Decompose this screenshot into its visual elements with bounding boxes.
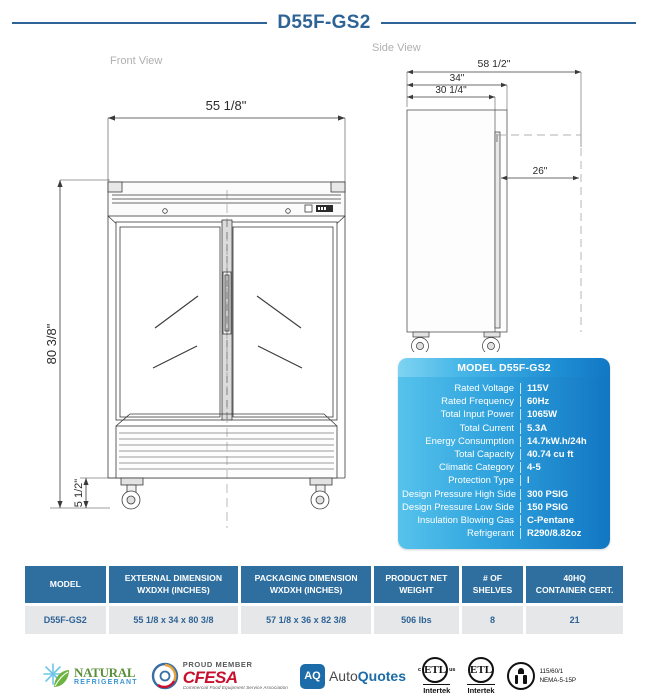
side-cabinet-depth-dimension: 34"	[449, 73, 465, 84]
side-inner-depth-dimension: 30 1/4"	[435, 85, 467, 96]
spec-value: R290/8.82oz	[520, 528, 602, 539]
side-overall-depth-dimension: 58 1/2"	[477, 58, 511, 70]
spec-label: Total Current	[459, 422, 514, 434]
nema-text	[540, 667, 576, 686]
title-rule-left	[12, 22, 267, 24]
spec-row	[402, 528, 602, 541]
cell-external-dimension: 55 1/8 x 34 x 80 3/8	[109, 606, 239, 634]
front-width-dimension: 55 1/8"	[205, 98, 247, 113]
cfesa-name: CFESA	[182, 667, 238, 687]
spec-row	[402, 489, 602, 502]
spec-row	[402, 436, 602, 449]
spec-label: Total Input Power	[440, 409, 514, 421]
certification-logos-footer	[0, 652, 648, 700]
column-header-packaging-dimension	[241, 566, 371, 603]
spec-panel-body	[398, 377, 610, 549]
side-door-swing-dimension: 26"	[532, 166, 548, 177]
spec-value: 5.3A	[520, 423, 602, 434]
table-header-row	[25, 566, 623, 603]
spec-label: Design Pressure Low Side	[402, 501, 514, 513]
header-line: CONTAINER CERT.	[535, 584, 614, 595]
header-line: # OF	[482, 573, 503, 583]
plug-pin-right	[523, 675, 527, 684]
cfesa-proud-member: PROUD MEMBER	[182, 659, 253, 669]
spec-value: 4-5	[520, 462, 602, 473]
etl-us-prefix: c	[418, 667, 422, 673]
power-plug-icon	[507, 662, 535, 690]
header-line: EXTERNAL DIMENSION	[124, 573, 223, 583]
etl-us-suffix: us	[449, 667, 456, 673]
spec-row	[402, 449, 602, 462]
spec-row	[402, 423, 602, 436]
etl-us-mark-icon: ETL	[422, 657, 448, 683]
spec-row	[402, 462, 602, 475]
autoquotes-logo	[300, 664, 406, 689]
spec-row	[402, 409, 602, 422]
column-header-model	[25, 566, 106, 603]
table-row	[25, 606, 623, 634]
side-view-label: Side View	[372, 42, 421, 54]
spec-label: Refrigerant	[467, 528, 514, 540]
cell-packaging-dimension: 57 1/8 x 36 x 82 3/8	[241, 606, 371, 634]
header-line: WEIGHT	[399, 584, 434, 595]
specification-panel	[398, 358, 610, 549]
front-base-height-dimension: 5 1/2"	[73, 478, 85, 508]
natural-refrigerant-line1: NATURAL	[74, 665, 136, 680]
header-line: WXDXH (INCHES)	[137, 584, 210, 595]
spec-value: 60Hz	[520, 396, 602, 407]
etl-agency: Intertek	[467, 686, 495, 695]
natural-refrigerant-text	[74, 666, 138, 686]
header-line: MODEL	[49, 578, 81, 589]
spec-label: Rated Voltage	[454, 383, 514, 394]
etl-us-mark-row	[418, 657, 455, 683]
front-height-dimension: 80 3/8"	[44, 323, 59, 365]
model-specification-table	[22, 563, 626, 637]
page-title: D55F-GS2	[277, 12, 371, 33]
natural-refrigerant-logo	[42, 661, 138, 691]
title-rule-right	[381, 22, 636, 24]
etl-us-certification-logo	[418, 657, 455, 695]
autoquotes-word-light: Auto	[328, 668, 358, 684]
front-view-label: Front View	[110, 55, 163, 67]
etl-mark-row	[468, 657, 494, 683]
cell-model: D55F-GS2	[25, 606, 106, 634]
front-view-drawing	[20, 70, 370, 540]
spec-row	[402, 475, 602, 488]
spec-label: Climatic Category	[439, 462, 514, 474]
header-line: PACKAGING DIMENSION	[254, 573, 358, 583]
spec-value: 1065W	[520, 409, 602, 420]
spec-label: Total Capacity	[454, 448, 514, 460]
nema-line1: 115/60/1	[539, 667, 564, 675]
column-header-shelves	[462, 566, 523, 603]
cfesa-tagline: Commercial Food Equipment Service Association	[182, 685, 288, 691]
column-header-net-weight	[374, 566, 459, 603]
cell-container-cert: 21	[526, 606, 623, 634]
spec-row	[402, 396, 602, 409]
etl-us-agency: Intertek	[423, 686, 451, 695]
etl-certification-logo	[467, 657, 494, 695]
spec-label: Protection Type	[448, 475, 514, 487]
spec-row	[402, 515, 602, 528]
spec-row	[402, 383, 602, 396]
cfesa-emblem-icon	[150, 661, 180, 691]
plug-pin-left	[515, 675, 519, 684]
spec-value: C-Pentane	[520, 515, 602, 526]
column-header-container-cert	[526, 566, 623, 603]
header-line: WXDXH (INCHES)	[269, 584, 343, 595]
plug-pin-ground	[518, 668, 524, 674]
spec-value: 14.7kW.h/24h	[520, 436, 602, 447]
spec-value: 300 PSIG	[520, 489, 602, 500]
cfesa-text	[183, 661, 288, 692]
column-header-external-dimension	[109, 566, 239, 603]
spec-row	[402, 502, 602, 515]
nema-line2: NEMA-5-15P	[539, 677, 577, 684]
spec-value: I	[520, 475, 602, 486]
side-view-drawing	[385, 52, 635, 352]
spec-panel-header: MODEL D55F-GS2	[398, 358, 610, 377]
spec-value: 40.74 cu ft	[520, 449, 602, 460]
autoquotes-word-bold: Quotes	[357, 668, 406, 684]
autoquotes-badge-icon: AQ	[300, 664, 325, 689]
cfesa-logo	[150, 661, 288, 692]
header-line: SHELVES	[472, 584, 513, 595]
header-line: PRODUCT NET	[385, 573, 448, 583]
nema-plug-logo	[507, 662, 576, 690]
spec-label: Rated Frequency	[441, 396, 514, 408]
spec-value: 115V	[520, 383, 602, 394]
spec-label: Design Pressure High Side	[402, 488, 517, 500]
cell-shelves: 8	[462, 606, 523, 634]
header-line: 40HQ	[563, 573, 586, 583]
autoquotes-wordmark	[329, 668, 406, 684]
spec-label: Energy Consumption	[425, 435, 514, 447]
snowflake-leaf-icon	[42, 661, 72, 691]
spec-label: Insulation Blowing Gas	[417, 514, 514, 526]
spec-value: 150 PSIG	[520, 502, 602, 513]
etl-mark-icon: ETL	[468, 657, 494, 683]
page-title-bar	[0, 8, 648, 38]
natural-refrigerant-line2: REFRIGERANT	[74, 679, 138, 686]
cell-net-weight: 506 lbs	[374, 606, 459, 634]
